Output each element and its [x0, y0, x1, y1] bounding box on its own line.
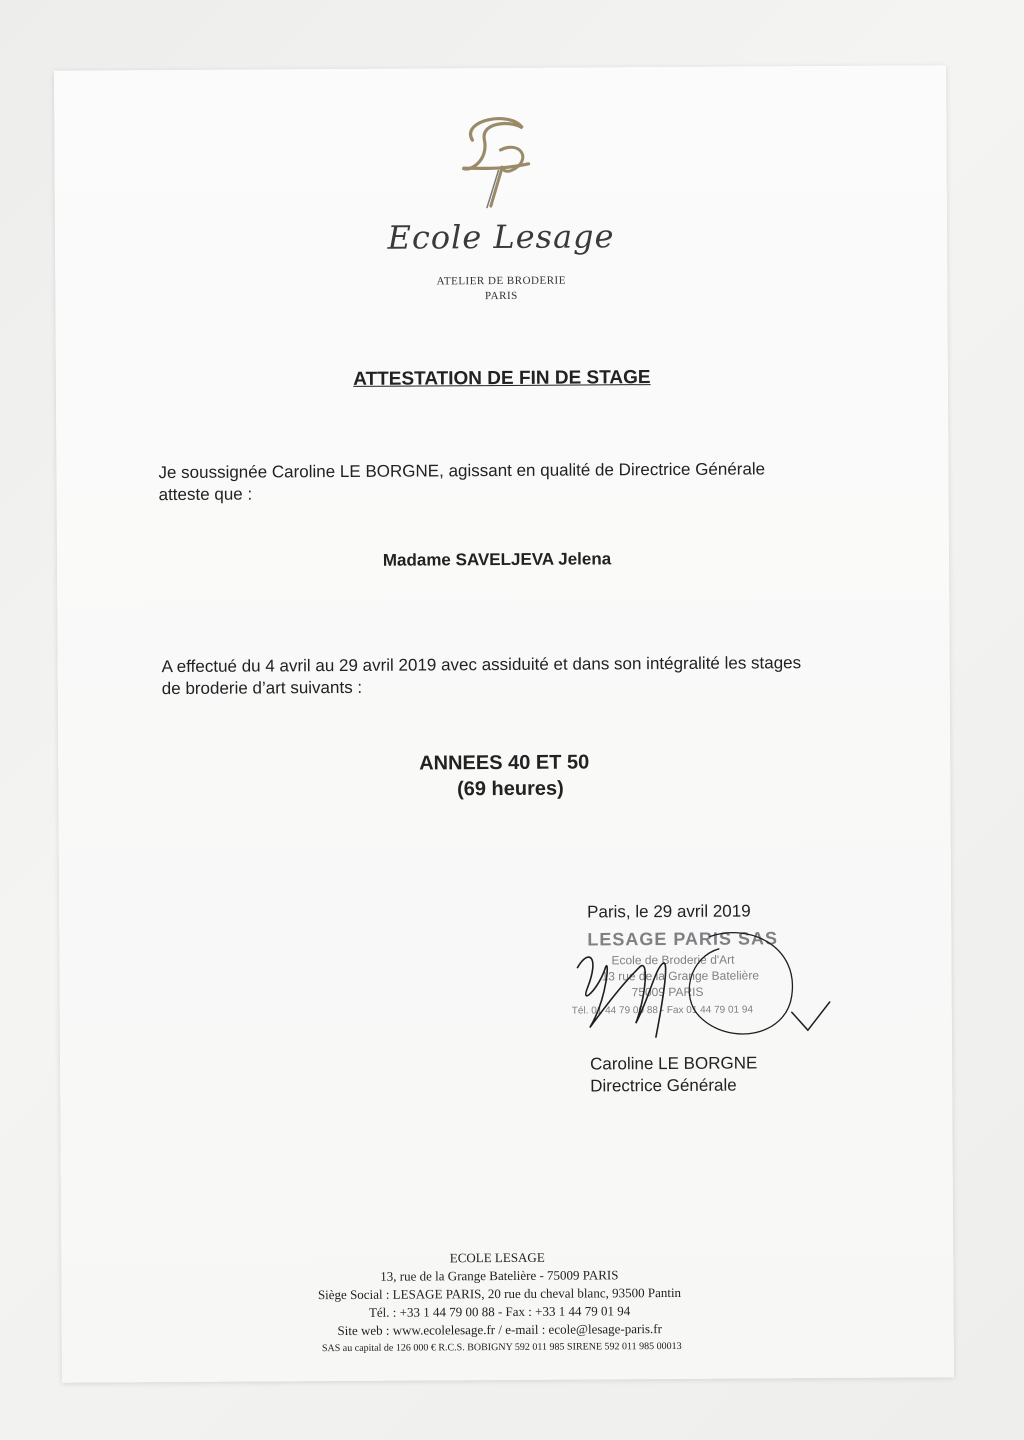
body-line-1: A effectué du 4 avril au 29 avril 2019 avec assiduité et dans son intégralité les stages	[161, 653, 802, 677]
footer-phone-fax: Tél. : +33 1 44 79 00 88 - Fax : +33 1 44 79 01 94	[368, 1303, 631, 1320]
footer-headquarters: Siège Social : LESAGE PARIS, 20 rue du cheval blanc, 93500 Pantin	[317, 1284, 682, 1303]
handwritten-signature	[559, 926, 860, 1058]
signer-name: Caroline LE BORGNE	[590, 1053, 758, 1074]
stamp-company: LESAGE PARIS SAS	[587, 928, 779, 950]
signer-title: Directrice Générale	[590, 1075, 737, 1096]
footer-school: ECOLE LESAGE	[449, 1249, 545, 1266]
stamp-school: Ecole de Broderie d'Art	[611, 952, 735, 968]
course-name: ANNEES 40 ET 50	[419, 751, 590, 775]
footer-legal: SAS au capital de 126 000 € R.C.S. BOBIGNY 592 011 985 SIRENE 592 011 985 00013	[321, 1340, 682, 1355]
school-name: Ecole Lesage	[387, 217, 615, 257]
intro-line-1: Je soussignée Caroline LE BORGNE, agissant en qualité de Directrice Générale	[158, 459, 766, 483]
tagline-city: PARIS	[485, 289, 518, 303]
document-title: ATTESTATION DE FIN DE STAGE	[353, 367, 651, 390]
stamp-city: 75009 PARIS	[631, 984, 704, 1000]
tagline-atelier: ATELIER DE BRODERIE	[436, 274, 566, 288]
stamp-phone: Tél. 01 44 79 00 88 - Fax 01 44 79 01 94	[571, 1004, 754, 1017]
recipient-name: Madame SAVELJEVA Jelena	[382, 549, 612, 570]
footer-address: 13, rue de la Grange Batelière - 75009 PARIS	[380, 1267, 619, 1284]
course-hours: (69 heures)	[456, 777, 564, 801]
stamp-street: 13 rue de la Grange Batelière	[601, 968, 760, 984]
document-page	[54, 65, 954, 1382]
body-line-2: de broderie d’art suivants :	[161, 677, 363, 699]
place-date: Paris, le 29 avril 2019	[587, 901, 751, 922]
lesage-monogram-logo	[450, 110, 541, 211]
footer-web-email: Site web : www.ecolelesage.fr / e-mail : ecole@lesage-paris.fr	[337, 1321, 662, 1339]
intro-line-2: atteste que :	[158, 484, 253, 505]
